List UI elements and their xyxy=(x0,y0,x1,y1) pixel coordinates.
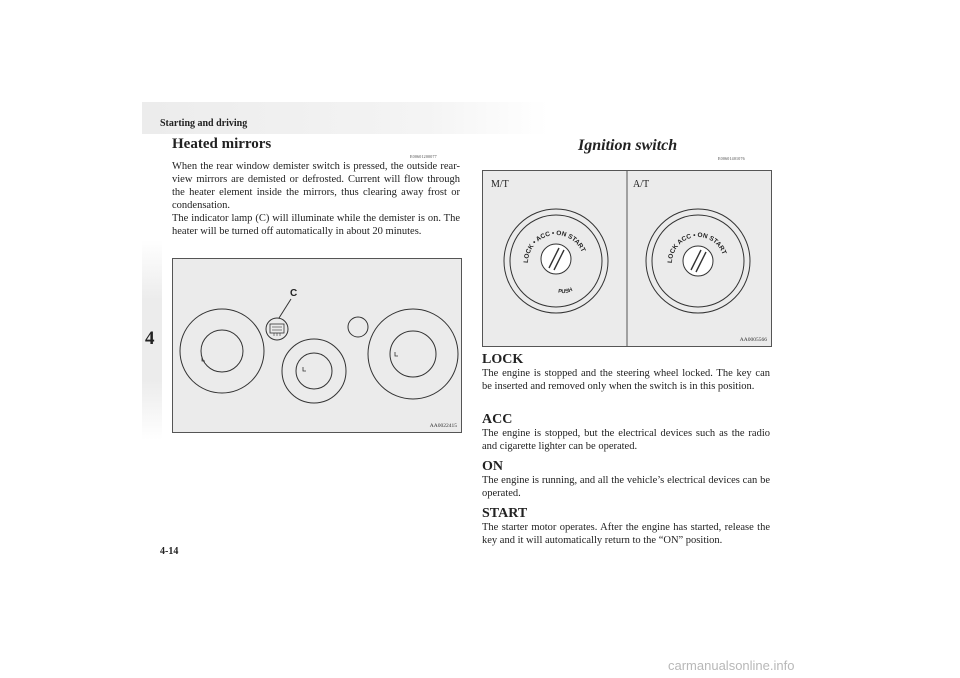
svg-text:LOCK • ACC • ON START: LOCK • ACC • ON START xyxy=(522,229,587,264)
lock-text: The engine is stopped and the steering wheel locked. The key can be inserted and removed only when the switch is in this position. xyxy=(482,368,770,392)
heater-control-drawing xyxy=(173,259,461,432)
on-text: The engine is running, and all the vehicle’s electrical devices can be operated. xyxy=(482,475,770,499)
heater-figure-id: AA0022415 xyxy=(429,423,457,429)
mt-ignition-cylinder xyxy=(504,209,608,313)
start-text: The starter motor operates. After the engine has started, release the key and it will automatically return to the “ON” position. xyxy=(482,522,770,546)
indicator-callout-label: C xyxy=(290,288,298,299)
start-heading: START xyxy=(482,506,528,521)
at-label: A/T xyxy=(633,179,650,190)
lock-heading: LOCK xyxy=(482,352,524,367)
at-ignition-cylinder xyxy=(646,209,750,313)
on-heading: ON xyxy=(482,459,503,474)
demister-switch-icon xyxy=(266,318,288,340)
chapter-number: 4 xyxy=(145,328,155,349)
ignition-switch-code: E00601401076 xyxy=(718,156,745,161)
acc-text: The engine is stopped, but the electrical devices such as the radio and cigarette lighter can be operated. xyxy=(482,428,770,452)
svg-text:LOCK ACC • ON START: LOCK ACC • ON START xyxy=(666,231,728,264)
heater-control-figure xyxy=(172,258,462,433)
mt-label: M/T xyxy=(491,179,509,190)
heated-mirrors-para-1: When the rear window demister switch is pressed, the outside rear-view mirrors are demisted or defrosted. Current will flow through the heater element inside the mirrors, thus clearing away frost or condensation. xyxy=(172,161,460,211)
heated-mirrors-body xyxy=(172,160,460,238)
heated-mirrors-code: E00601200077 xyxy=(410,154,437,159)
ignition-switch-heading: Ignition switch xyxy=(578,137,678,154)
ignition-switch-drawing xyxy=(483,171,771,346)
ignition-figure-id: AA0005566 xyxy=(739,337,767,343)
acc-heading: ACC xyxy=(482,412,513,427)
heated-mirrors-para-2: The indicator lamp (C) will illuminate while the demister is on. The heater will be turned off automatically in about 20 minutes. xyxy=(172,213,460,237)
ignition-switch-figure xyxy=(482,170,772,347)
section-label: Starting and driving xyxy=(160,118,248,129)
svg-text:PUSH: PUSH xyxy=(557,286,574,296)
page-number: 4-14 xyxy=(160,546,179,557)
watermark-link[interactable]: carmanualsonline.info xyxy=(668,658,795,673)
heated-mirrors-heading: Heated mirrors xyxy=(172,136,272,152)
